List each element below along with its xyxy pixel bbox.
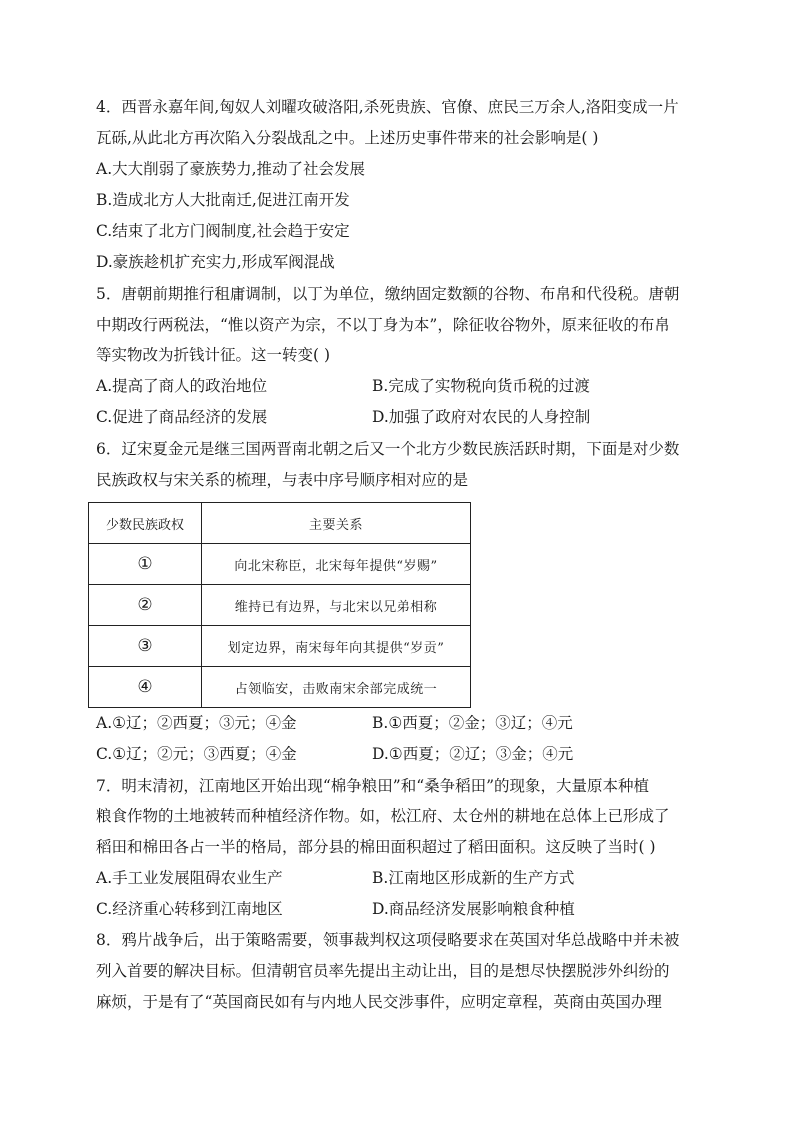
q5-stem-line2: 中期改行两税法，“惟以资产为宗，不以丁身为本”，除征收谷物外，原来征收的布帛 <box>96 316 670 334</box>
q7-option-d: D.商品经济发展影响粮食种植 <box>372 900 575 918</box>
q7-option-a: A.手工业发展阻碍农业生产 <box>96 869 283 887</box>
q6-option-a: A.①辽；②西夏；③元；④金 <box>96 714 297 732</box>
q7-options-row2 <box>96 899 696 919</box>
q6-stem-line1: 6．辽宋夏金元是继三国两晋南北朝之后又一个北方少数民族活跃时期，下面是对少数 <box>96 440 680 458</box>
table-row-relation: 向北宋称臣，北宋每年提供“岁赐” <box>202 544 471 585</box>
table-row-relation: 划定边界，南宋每年向其提供“岁贡” <box>202 626 471 667</box>
q8-stem-line2: 列入首要的解决目标。但清朝官员率先提出主动让出，目的是想尽快摆脱涉外纠纷的 <box>96 962 670 980</box>
q5-option-c: C.促进了商品经济的发展 <box>96 408 268 426</box>
q4-option-d: D.豪族趁机扩充实力,形成军阀混战 <box>96 253 335 271</box>
q5-options-row1 <box>96 376 696 396</box>
q7-stem-line2: 粮食作物的土地被转而种植经济作物。如，松江府、太仓州的耕地在总体上已形成了 <box>96 807 670 825</box>
table-row-number: ① <box>89 544 202 585</box>
q4-option-a: A.大大削弱了豪族势力,推动了社会发展 <box>96 160 366 178</box>
q7-option-c: C.经济重心转移到江南地区 <box>96 900 283 918</box>
q6-stem-line2: 民族政权与宋关系的梳理，与表中序号顺序相对应的是 <box>96 471 469 489</box>
q7-options-row1 <box>96 868 696 888</box>
table-header-relation: 主要关系 <box>202 503 471 544</box>
table-row-number: ③ <box>89 626 202 667</box>
q7-stem-line3: 稻田和棉田各占一半的格局，部分县的棉田面积超过了稻田面积。这反映了当时( ) <box>96 838 656 856</box>
q5-stem-line1: 5．唐朝前期推行租庸调制，以丁为单位，缴纳固定数额的谷物、布帛和代役税。唐朝 <box>96 285 680 303</box>
table-row <box>89 626 471 667</box>
table-header-row <box>89 503 471 544</box>
table-row <box>89 667 471 708</box>
table-row-number: ② <box>89 585 202 626</box>
q6-option-c: C.①辽；②元；③西夏；④金 <box>96 745 297 763</box>
table-header-regime: 少数民族政权 <box>89 503 202 544</box>
q6-relations-table <box>88 502 471 708</box>
q6-options-row2 <box>96 744 696 764</box>
q5-option-b: B.完成了实物税向货币税的过渡 <box>372 377 590 395</box>
q5-option-d: D.加强了政府对农民的人身控制 <box>372 408 591 426</box>
q6-options-row1 <box>96 713 696 733</box>
table-row-number: ④ <box>89 667 202 708</box>
q4-stem-line2: 瓦砾,从此北方再次陷入分裂战乱之中。上述历史事件带来的社会影响是( ) <box>96 129 599 147</box>
table-row <box>89 585 471 626</box>
q4-stem-line1: 4．西晋永嘉年间,匈奴人刘曜攻破洛阳,杀死贵族、官僚、庶民三万余人,洛阳变成一片 <box>96 98 679 116</box>
table-row-relation: 占领临安，击败南宋余部完成统一 <box>202 667 471 708</box>
q8-stem-line1: 8．鸦片战争后，出于策略需要，领事裁判权这项侵略要求在英国对华总战略中并未被 <box>96 931 680 949</box>
q6-option-d: D.①西夏；②辽；③金；④元 <box>372 745 574 763</box>
table-row-relation: 维持已有边界，与北宋以兄弟相称 <box>202 585 471 626</box>
q5-option-a: A.提高了商人的政治地位 <box>96 377 268 395</box>
q4-option-c: C.结束了北方门阀制度,社会趋于安定 <box>96 222 350 240</box>
q7-option-b: B.江南地区形成新的生产方式 <box>372 869 575 887</box>
q7-stem-line1: 7．明末清初，江南地区开始出现“棉争粮田”和“桑争稻田”的现象，大量原本种植 <box>96 777 650 795</box>
q8-stem-line3: 麻烦，于是有了“英国商民如有与内地人民交涉事件，应明定章程，英商由英国办理 <box>96 993 662 1011</box>
q5-stem-line3: 等实物改为折钱计征。这一转变( ) <box>96 346 331 364</box>
q5-options-row2 <box>96 407 696 427</box>
q6-option-b: B.①西夏；②金；③辽；④元 <box>372 714 573 732</box>
q4-option-b: B.造成北方人大批南迁,促进江南开发 <box>96 191 350 209</box>
table-row <box>89 544 471 585</box>
